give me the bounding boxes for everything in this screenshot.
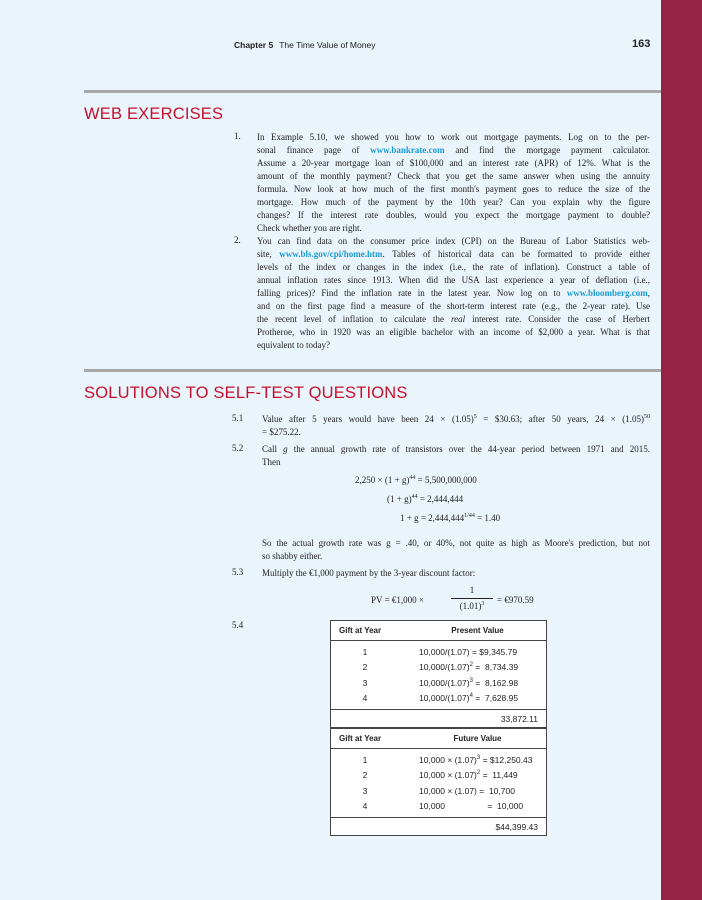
solution-number: 5.2 <box>232 443 244 453</box>
solution-5-2-text <box>262 443 650 469</box>
column-header: Present Value <box>451 626 504 635</box>
table-header <box>331 621 546 641</box>
table-row <box>331 644 546 660</box>
cell-expr: 10,000/(1.07) <box>419 662 470 673</box>
fraction-bar <box>451 598 493 599</box>
text-line: levels of the index or changes in the index (i.e., the rate of inflation). Construct a table of <box>257 262 650 272</box>
solution-number: 5.1 <box>232 413 244 423</box>
text-line: and on the first page find a measure of the short-term interest rate (e.g., the 2-year rate). Use <box>257 301 650 311</box>
eq-span: (1.01) <box>459 601 482 611</box>
solution-5-1-text <box>262 413 650 439</box>
text-line <box>257 144 650 157</box>
cell-result: = 7,628.95 <box>475 693 519 704</box>
exercise-1-text <box>257 131 650 235</box>
text-line <box>257 248 650 261</box>
cell-value <box>399 662 546 672</box>
fraction-numerator: 1 <box>469 585 475 595</box>
future-value-table <box>330 728 547 836</box>
variable-g: g <box>283 444 288 454</box>
text-line: so shabby either. <box>262 551 323 561</box>
text-line: formula. Now look at how much of the first month's payment goes to reduce the size of the <box>257 184 650 194</box>
table-row <box>331 752 546 768</box>
bloomberg-link[interactable]: www.bloomberg.com <box>566 288 648 298</box>
table-header <box>331 729 546 749</box>
page-number: 163 <box>632 38 651 50</box>
eq-span: = 2,444,444 <box>417 494 464 504</box>
cell-value <box>399 770 546 780</box>
equation-line <box>355 475 477 485</box>
text-span: and find the mortgage payment calculator. <box>455 145 651 155</box>
solution-number: 5.4 <box>232 620 244 630</box>
text-line: In Example 5.10, we showed you how to work out mortgage payments. Log on to the per- <box>257 132 650 142</box>
eq-span: (1 + g) <box>387 494 412 504</box>
table-row <box>331 799 546 815</box>
text-span: site, <box>257 249 272 259</box>
solutions-heading: SOLUTIONS TO SELF-TEST QUESTIONS <box>84 384 408 402</box>
text-line <box>262 413 650 426</box>
text-line <box>257 313 650 326</box>
eq-span: 2,250 × (1 + g) <box>355 475 410 485</box>
text-span: Call <box>262 444 277 454</box>
text-line <box>257 287 650 300</box>
exponent: 4 <box>469 693 473 700</box>
cell-year: 1 <box>362 646 368 657</box>
eq-span: 1 + g = 2,444,444 <box>400 513 465 523</box>
cell-year: 3 <box>362 677 368 688</box>
cell-value <box>399 647 546 657</box>
exercise-number: 1. <box>234 131 241 141</box>
exponent: 3 <box>476 754 481 761</box>
exponent: 2 <box>476 770 481 777</box>
cell-result: = 10,700 <box>479 785 515 796</box>
cell-year: 4 <box>362 801 368 812</box>
table-row <box>331 691 546 707</box>
cell-value <box>399 678 546 688</box>
column-header: Gift at Year <box>339 734 382 743</box>
table-total: $44,399.43 <box>331 817 546 835</box>
text-span: , <box>647 288 650 298</box>
text-line: = $275.22. <box>262 427 301 437</box>
exponent: 3 <box>469 677 473 684</box>
fraction-denominator <box>451 601 493 611</box>
column-header: Future Value <box>453 734 502 743</box>
cell-expr: 10,000/(1.07) <box>419 677 470 688</box>
text-span: So the actual growth rate was <box>262 538 382 548</box>
exponent: 3 <box>481 601 485 607</box>
cell-expr: 10,000 × (1.07) <box>419 785 477 796</box>
cell-expr: 10,000 <box>419 801 445 812</box>
bankrate-link[interactable]: www.bankrate.com <box>370 145 445 155</box>
chapter-label: Chapter 5 <box>234 40 274 50</box>
exponent: 44 <box>411 494 418 500</box>
cell-year: 2 <box>362 770 368 781</box>
emphasis-real: real <box>451 314 466 324</box>
exercise-2-text <box>257 235 650 352</box>
text-span: interest rate. Consider the case of Herbert <box>472 314 651 324</box>
solution-5-2-conclusion <box>262 537 650 563</box>
cell-value <box>399 801 546 811</box>
cell-result: = 11,449 <box>482 770 518 781</box>
exercise-number: 2. <box>234 235 241 245</box>
cell-result: = $9,345.79 <box>471 646 518 657</box>
text-line: You can find data on the consumer price index (CPI) on the Bureau of Labor Statistics web- <box>257 236 650 246</box>
text-line: Protheroe, who in 1920 was an eligible bachelor with an income of $2,000 a year. What is that <box>257 327 650 337</box>
cell-result: = $12,250.43 <box>482 754 533 765</box>
table-row <box>331 768 546 784</box>
cell-year: 1 <box>362 754 368 765</box>
text-line: amount of the monthly payment? Check that you get the same answer when using the annuity <box>257 171 650 181</box>
exponent: 5 <box>473 414 477 420</box>
present-value-table <box>330 620 547 728</box>
table-row <box>331 675 546 691</box>
equation-line <box>387 494 463 504</box>
cell-result: = 8,734.39 <box>475 662 519 673</box>
text-span: the recent level of inflation to calculate the <box>257 314 445 324</box>
text-line: equivalent to today? <box>257 340 330 350</box>
cell-value <box>399 755 546 765</box>
exponent: 1/44 <box>464 513 475 519</box>
text-span: Value after 5 years would have been 24 × (1.05) <box>262 414 474 424</box>
cell-value <box>399 786 546 796</box>
chapter-title: The Time Value of Money <box>279 40 376 50</box>
solution-number: 5.3 <box>232 567 244 577</box>
cell-expr: 10,000/(1.07) <box>419 646 470 657</box>
exponent: 2 <box>469 662 473 669</box>
cell-result: = 10,000 <box>487 801 524 812</box>
exponent: 50 <box>644 414 650 420</box>
text-line: annual inflation rates since 1913. When did the USA last experience a year of deflation (i.e., <box>257 275 650 285</box>
solution-5-3-text: Multiply the €1,000 payment by the 3-year discount factor: <box>262 568 476 578</box>
running-header <box>234 40 375 50</box>
equation-line <box>400 513 500 523</box>
text-line: Then <box>262 457 281 467</box>
cell-value <box>399 693 546 703</box>
text-span: the annual growth rate of transistors over the 44-year period between 1971 and 2015. <box>293 444 651 454</box>
text-line <box>262 443 650 456</box>
cell-result: = 8,162.98 <box>475 677 519 688</box>
bls-link[interactable]: www.bls.gov/cpi/home.htm <box>279 249 383 259</box>
cell-expr: 10,000 × (1.07) <box>419 754 477 765</box>
table-total: 33,872.11 <box>331 709 546 727</box>
eq-span: = 5,500,000,000 <box>415 475 477 485</box>
text-span: falling prices)? Find the inflation rate in the latest year. Now log on to <box>257 288 561 298</box>
text-line: changes? If the interest rate doubles, would you expect the mortgage payment to double? <box>257 210 650 220</box>
text-line <box>262 537 650 550</box>
cell-year: 2 <box>362 662 368 673</box>
column-header: Gift at Year <box>339 626 382 635</box>
eq-span: = 1.40 <box>474 513 501 523</box>
table-row <box>331 660 546 676</box>
section-divider <box>84 369 661 372</box>
text-line: Check whether you are right. <box>257 223 362 233</box>
text-span: . Tables of historical data can be formatted to provide either <box>382 249 651 259</box>
text-line: mortgage. How much of the payment by the 10th year? Can you explain why the figure <box>257 197 650 207</box>
text-span: g = .40, or 40%, not quite as high as Moore's prediction, but not <box>386 538 651 548</box>
section-divider <box>84 90 661 93</box>
text-span: sonal finance page of <box>257 145 360 155</box>
chapter-color-bar <box>661 0 702 900</box>
table-row <box>331 783 546 799</box>
cell-expr: 10,000/(1.07) <box>419 693 470 704</box>
exponent: 44 <box>409 475 416 481</box>
pv-left: PV = €1,000 × <box>371 595 424 605</box>
text-line: Assume a 20-year mortgage loan of $100,000 and an interest rate (APR) of 12%. What is the <box>257 158 650 168</box>
cell-expr: 10,000 × (1.07) <box>419 770 477 781</box>
web-exercises-heading: WEB EXERCISES <box>84 105 224 123</box>
cell-year: 3 <box>362 785 368 796</box>
text-span: = $30.63; after 50 years, 24 × (1.05) <box>476 414 644 424</box>
cell-year: 4 <box>362 693 368 704</box>
pv-right: = €970.59 <box>497 595 534 605</box>
